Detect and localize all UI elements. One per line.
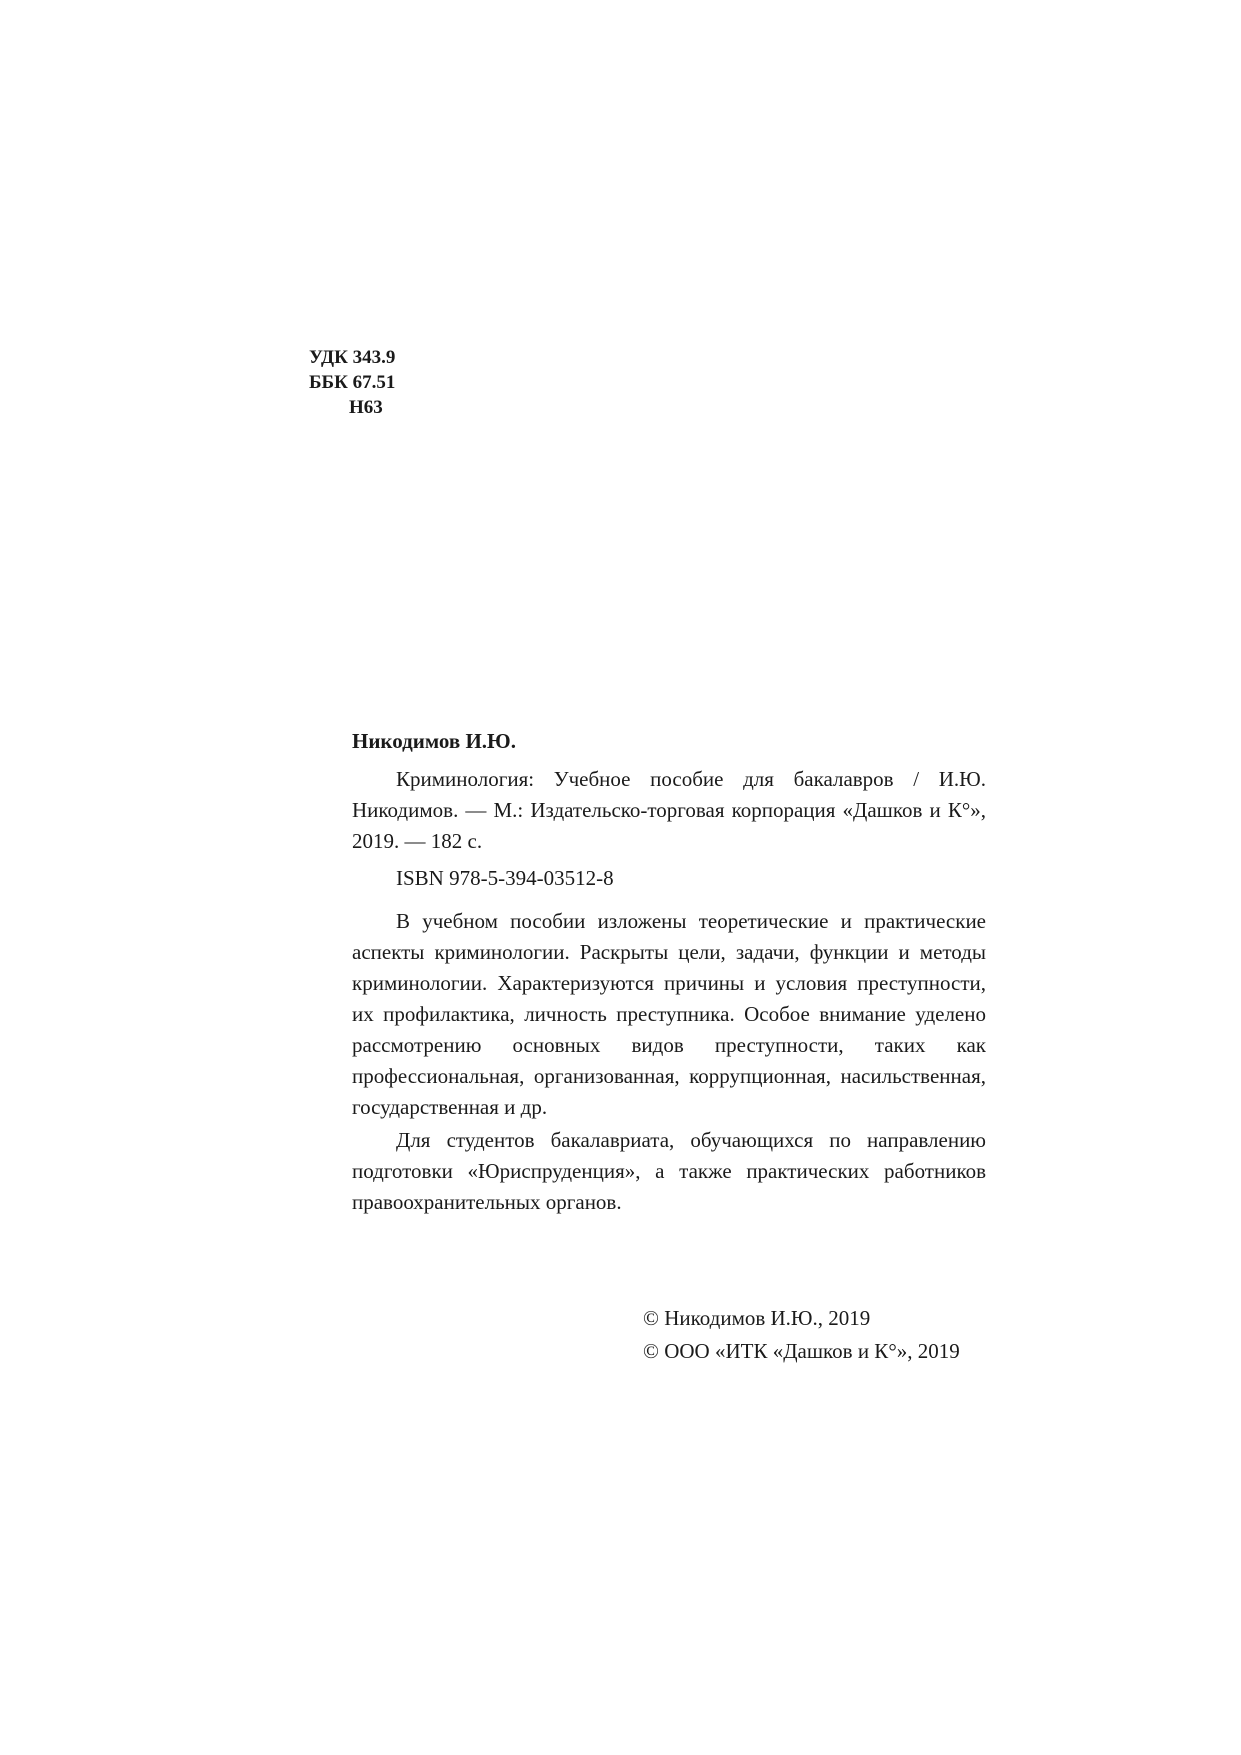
classification-block [309,345,395,420]
record-abstract: В учебном пособии изложены теоретические и практические аспекты криминологии. Раскрыты цели, задачи, функции и методы криминологии. Характеризуются причины и условия преступности, их профилактика, личность преступника. Особое внимание уделено рассмотрению основных видов преступности, таких как профессиональная, организованная, коррупционная, насильственная, государственная и др. [352,909,986,1119]
copyright-author: © Никодимов И.Ю., 2019 [643,1306,871,1330]
udk-code: УДК 343.9 [309,347,396,368]
bbk-code: ББК 67.51 [309,372,396,393]
record-isbn: ISBN 978-5-394-03512-8 [396,866,614,890]
record-bibliographic-description: Криминология: Учебное пособие для бакалавров / И.Ю. Никодимов. — М.: Издательско-торговая корпорация «Дашков и К°», 2019. — 182 с. [352,767,986,853]
record-audience: Для студентов бакалавриата, обучающихся по направлению подготовки «Юриспруденция», а также практических работников правоохранительных органов. [352,1128,986,1214]
record-author: Никодимов И.Ю. [352,729,516,753]
author-mark: Н63 [349,397,383,418]
bibliographic-record [352,726,986,1218]
copyright-block [643,1302,960,1368]
copyright-publisher: © ООО «ИТК «Дашков и К°», 2019 [643,1339,960,1363]
